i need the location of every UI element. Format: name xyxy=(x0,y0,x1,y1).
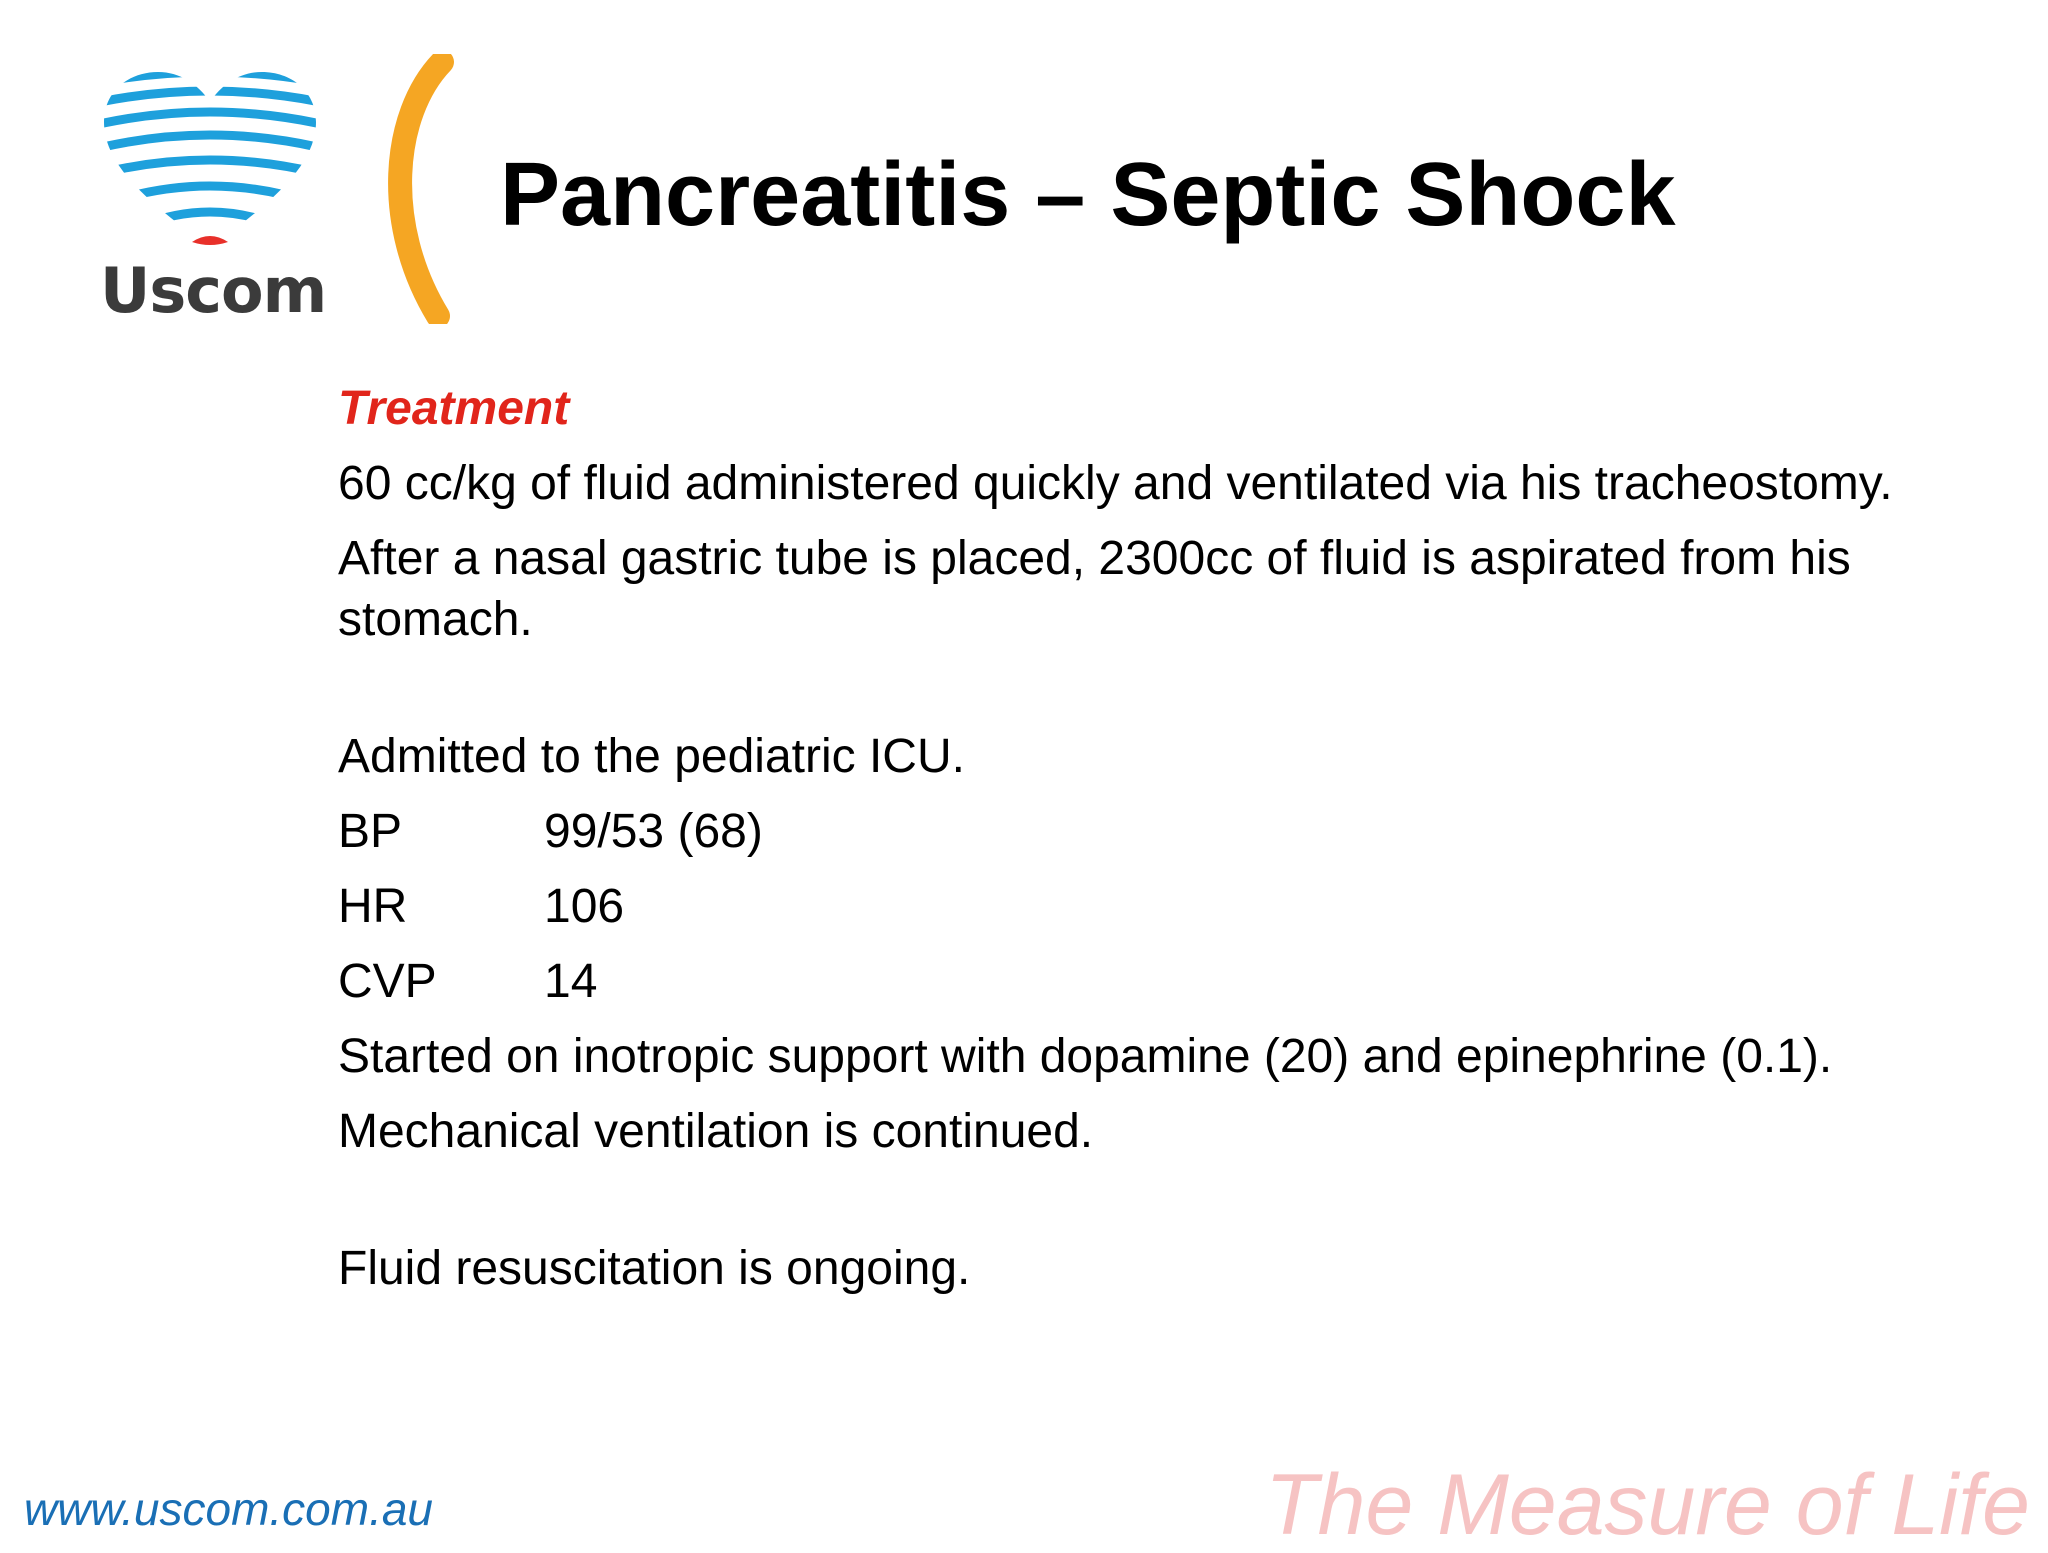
vital-label: CVP xyxy=(338,955,437,1008)
uscom-logo xyxy=(100,70,327,330)
website-url: www.uscom.com.au xyxy=(24,1483,434,1535)
treatment-paragraph-2: After a nasal gastric tube is placed, 2300cc of fluid is aspirated from his stomach. xyxy=(338,532,1851,646)
inotropic-support-text: Started on inotropic support with dopamine (20) and epinephrine (0.1). xyxy=(338,1030,1833,1083)
ventilation-text: Mechanical ventilation is continued. xyxy=(338,1105,1094,1158)
vital-value: 106 xyxy=(544,880,625,933)
vital-row-hr xyxy=(338,876,1898,937)
vital-value: 14 xyxy=(544,955,598,1008)
vital-row-cvp xyxy=(338,951,1898,1012)
orange-arc-icon xyxy=(372,54,472,324)
vital-label: BP xyxy=(338,805,403,858)
heart-stripes-icon xyxy=(100,70,320,260)
admission-text: Admitted to the pediatric ICU. xyxy=(338,730,965,783)
tagline: The Measure of Life xyxy=(1265,1457,2030,1553)
slide-title: Pancreatitis – Septic Shock xyxy=(500,145,1676,245)
section-heading: Treatment xyxy=(338,382,570,435)
fluid-resuscitation-text: Fluid resuscitation is ongoing. xyxy=(338,1242,971,1295)
vital-row-bp xyxy=(338,801,1898,862)
treatment-paragraph-1: 60 cc/kg of fluid administered quickly and ventilated via his tracheostomy. xyxy=(338,457,1893,510)
vital-value: 99/53 (68) xyxy=(544,805,763,858)
logo-wordmark: Uscom xyxy=(100,254,327,327)
vital-label: HR xyxy=(338,880,408,933)
slide-body xyxy=(338,378,1898,1313)
